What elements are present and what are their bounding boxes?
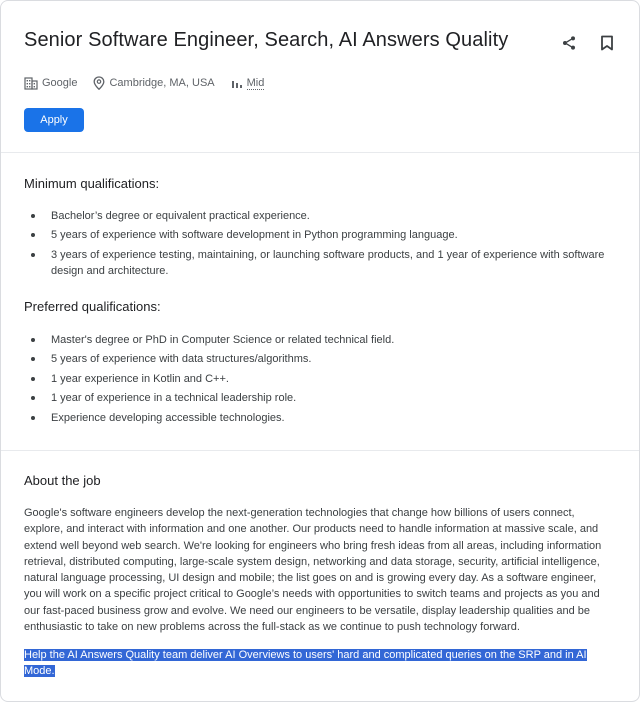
company-name: Google: [42, 77, 78, 89]
location-name: Cambridge, MA, USA: [109, 77, 215, 89]
preferred-qualifications-heading: Preferred qualifications:: [24, 299, 161, 314]
level-meta[interactable]: [231, 77, 265, 90]
level-label[interactable]: Mid: [246, 76, 265, 89]
bookmark-button[interactable]: [596, 32, 618, 54]
list-item: Experience developing accessible technologies.: [24, 410, 620, 426]
list-item: Master's degree or PhD in Computer Science or related technical field.: [24, 332, 620, 348]
job-meta: [24, 73, 280, 93]
minimum-qualifications-list: [24, 208, 620, 282]
location-meta: [93, 76, 214, 90]
minimum-qualifications-heading: Minimum qualifications:: [24, 176, 160, 191]
location-pin-icon: [93, 76, 105, 90]
job-title: Senior Software Engineer, Search, AI Answers Quality: [24, 29, 509, 51]
list-item: Bachelor’s degree or equivalent practical experience.: [24, 208, 620, 224]
list-item: 5 years of experience with data structures/algorithms.: [24, 351, 620, 367]
share-button[interactable]: [558, 32, 580, 54]
preferred-qualifications-list: [24, 332, 620, 429]
highlighted-paragraph: [24, 647, 620, 680]
list-item: 5 years of experience with software development in Python programming language.: [24, 227, 620, 243]
apply-button[interactable]: Apply: [24, 108, 84, 132]
job-header: [1, 1, 639, 153]
list-item: 3 years of experience testing, maintaining, or launching software products, and 1 year of experience with software design and architecture.: [24, 247, 620, 279]
building-icon: [24, 76, 38, 90]
share-icon: [561, 35, 577, 51]
about-job-paragraph: Google's software engineers develop the next-generation technologies that change how billions of users connect, explore, and interact with information and one another. Our products need to handle information at massive scale, and extend well beyond web search. We're looking for engineers who bring fresh ideas from all areas, including information retrieval, distributed computing, large-scale system design, networking and data storage, security, artificial intelligence, natural language processing, UI design and mobile; the list goes on and is growing every day. As a software engineer, you will work on a specific project critical to Google’s needs with opportunities to switch teams and projects as you and our fast-paced business grow and evolve. We need our engineers to be versatile, display leadership qualities and be enthusiastic to take on new problems across the full-stack as we continue to push technology forward.: [24, 507, 602, 634]
list-item: 1 year experience in Kotlin and C++.: [24, 371, 620, 387]
bookmark-icon: [600, 35, 614, 51]
section-divider: [1, 450, 639, 451]
bar-chart-icon: [231, 77, 243, 89]
highlighted-text: Help the AI Answers Quality team deliver AI Overviews to users' hard and complicated queries on the SRP and in AI Mode.: [24, 649, 587, 678]
company-meta: [24, 76, 77, 90]
list-item: 1 year of experience in a technical leadership role.: [24, 390, 620, 406]
about-job-heading: About the job: [24, 473, 101, 488]
